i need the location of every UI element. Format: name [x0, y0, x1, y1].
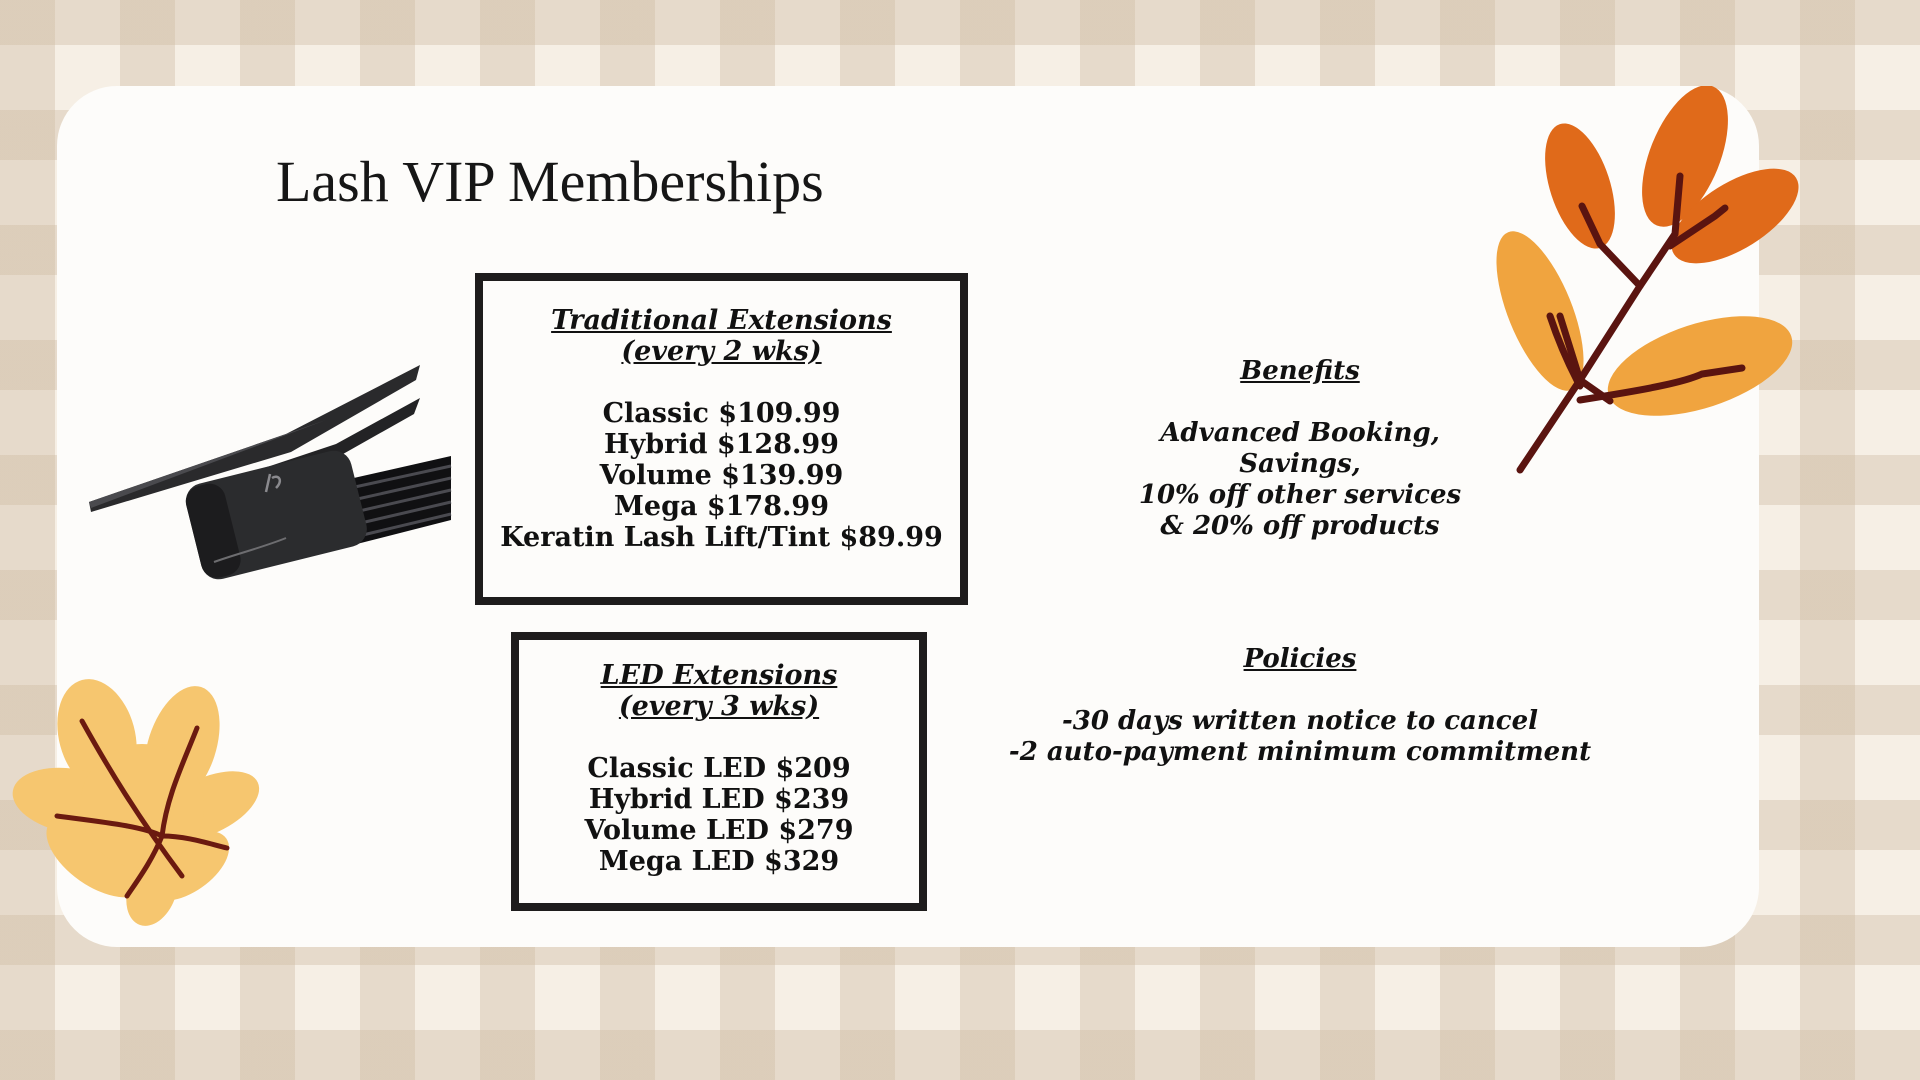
autumn-branch-icon	[1480, 86, 1800, 486]
benefit-line: Advanced Booking,	[1160, 418, 1440, 448]
lash-tools-image	[86, 362, 458, 612]
price-item-keratin-lift: Keratin Lash Lift/Tint $89.99	[500, 522, 943, 553]
benefits-heading: Benefits	[1240, 356, 1360, 386]
price-item-mega: Mega $178.99	[614, 491, 829, 522]
led-frequency: (every 3 wks)	[618, 691, 820, 722]
policies-section	[990, 644, 1610, 768]
traditional-price-list	[483, 398, 960, 553]
traditional-extensions-box	[475, 273, 968, 605]
traditional-heading: Traditional Extensions	[551, 305, 892, 336]
maple-leaf-icon	[12, 676, 262, 926]
price-item-volume-led: Volume LED $279	[584, 815, 854, 846]
price-item-hybrid: Hybrid $128.99	[604, 429, 839, 460]
traditional-frequency: (every 2 wks)	[621, 336, 822, 367]
led-extensions-box	[511, 632, 927, 911]
price-item-mega-led: Mega LED $329	[598, 846, 840, 877]
benefits-list	[1080, 418, 1520, 542]
benefit-line: Savings,	[1239, 449, 1361, 479]
policies-heading: Policies	[1243, 644, 1357, 674]
policy-line: -2 auto-payment minimum commitment	[1008, 737, 1592, 767]
led-price-list	[519, 753, 919, 877]
price-item-classic: Classic $109.99	[602, 398, 841, 429]
price-item-volume: Volume $139.99	[599, 460, 844, 491]
policies-list	[990, 706, 1610, 768]
benefit-line: 10% off other services	[1138, 480, 1462, 510]
led-heading: LED Extensions	[600, 660, 838, 691]
price-item-classic-led: Classic LED $209	[587, 753, 851, 784]
policy-line: -30 days written notice to cancel	[1061, 706, 1539, 736]
price-item-hybrid-led: Hybrid LED $239	[588, 784, 850, 815]
page-title: Lash VIP Memberships	[276, 149, 824, 214]
benefits-section	[1080, 356, 1520, 542]
benefit-line: & 20% off products	[1160, 511, 1440, 541]
